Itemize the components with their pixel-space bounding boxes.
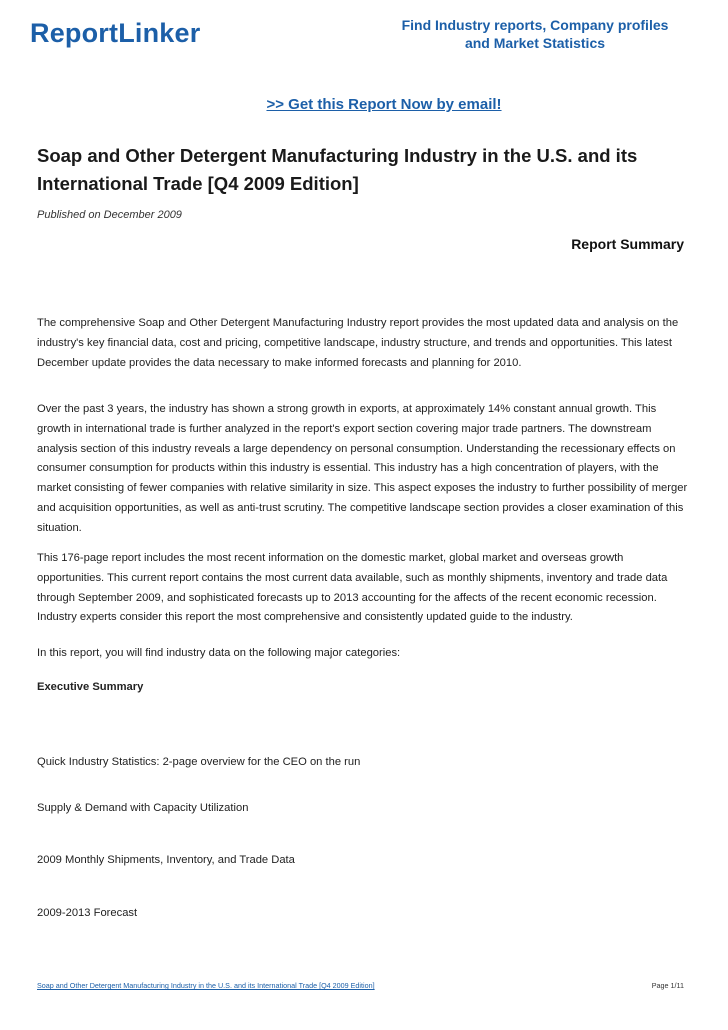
category-monthly-shipments: 2009 Monthly Shipments, Inventory, and Trade Data [37, 854, 295, 866]
summary-paragraph-3: This 176-page report includes the most recent information on the domestic market, global market and overseas growth opportunities. This current report contains the most current data available, such as monthly shipments, inventory and trade data through September 2009, and sophisticated forecasts up to 2013 accounting for the affects of the recent economic recession. Industry experts consider this report the most comprehensive and consistently updated guide to the industry. [37, 552, 668, 624]
summary-paragraph-1: The comprehensive Soap and Other Detergent Manufacturing Industry report provides the most updated data and analysis on the industry's key financial data, cost and pricing, competitive landscape, industry structure, and trends and opportunities. This latest December update provides the data necessary to make informed forecasts and planning for 2010. [37, 317, 679, 369]
published-date: Published on December 2009 [37, 209, 182, 221]
get-report-email-link[interactable]: >> Get this Report Now by email! [266, 96, 502, 113]
category-executive-summary: Executive Summary [37, 681, 144, 693]
tagline-line-1: Find Industry reports, Company profiles [401, 17, 669, 33]
footer-report-link[interactable]: Soap and Other Detergent Manufacturing Industry in the U.S. and its International Trade [Q4 2009 Edition] [37, 981, 375, 990]
page-number: Page 1/11 [651, 981, 684, 990]
category-forecast: 2009-2013 Forecast [37, 907, 138, 919]
category-quick-industry-statistics: Quick Industry Statistics: 2-page overview for the CEO on the run [37, 756, 361, 768]
tagline-line-2: and Market Statistics [464, 35, 606, 51]
header-tagline [380, 16, 690, 52]
category-supply-demand: Supply & Demand with Capacity Utilization [37, 802, 249, 814]
reportlinker-logo[interactable]: ReportLinker [30, 18, 201, 48]
report-summary-heading: Report Summary [571, 236, 684, 252]
summary-paragraph-2: Over the past 3 years, the industry has shown a strong growth in exports, at approximately 14% constant annual growth. This growth in international trade is further analyzed in the report's export section covering major trade partners. The downstream analysis section of this industry reveals a large dependency on personal consumption. Understanding the recessionary effects on consumer consumption for products within this industry is essential. This industry has a high concentration of players, with the market consisting of fewer companies with relative similarity in size. This aspect exposes the industry to further possibility of merger and acquisition opportunities, as well as anti-trust scrutiny. The competitive landscape section provides a closer examination of this situation. [37, 403, 688, 534]
report-title: Soap and Other Detergent Manufacturing Industry in the U.S. and its International Trade [Q4 2009 Edition] [37, 145, 638, 194]
summary-paragraph-4: In this report, you will find industry data on the following major categories: [37, 647, 401, 659]
